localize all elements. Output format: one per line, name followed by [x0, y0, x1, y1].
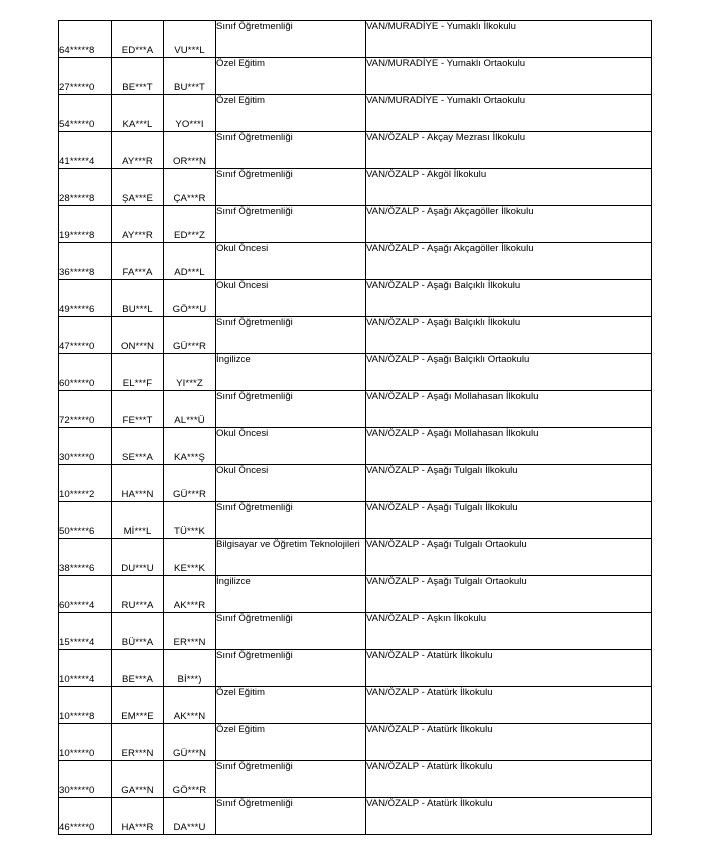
last-name-cell: Bİ***)	[164, 650, 216, 687]
first-name-cell: EL***F	[112, 354, 164, 391]
table-row	[59, 391, 652, 428]
table-row	[59, 354, 652, 391]
table-row	[59, 58, 652, 95]
table-row	[59, 613, 652, 650]
field-cell: Özel Eğitim	[216, 58, 366, 95]
last-name-cell: KA***Ş	[164, 428, 216, 465]
school-cell: VAN/ÖZALP - Aşağı Balçıklı İlkokulu	[366, 317, 652, 354]
table-row	[59, 243, 652, 280]
tc-number-cell: 64*****8	[59, 21, 112, 58]
first-name-cell: EM***E	[112, 687, 164, 724]
school-cell: VAN/ÖZALP - Aşağı Balçıklı Ortaokulu	[366, 354, 652, 391]
table-row	[59, 798, 652, 835]
last-name-cell: AD***L	[164, 243, 216, 280]
tc-number-cell: 49*****6	[59, 280, 112, 317]
table-row	[59, 576, 652, 613]
first-name-cell: ED***A	[112, 21, 164, 58]
table-row	[59, 206, 652, 243]
school-cell: VAN/ÖZALP - Aşağı Tulgalı Ortaokulu	[366, 576, 652, 613]
first-name-cell: ON***N	[112, 317, 164, 354]
field-cell: Okul Öncesi	[216, 280, 366, 317]
first-name-cell: ER***N	[112, 724, 164, 761]
tc-number-cell: 50*****6	[59, 502, 112, 539]
table-row	[59, 687, 652, 724]
table-row	[59, 761, 652, 798]
tc-number-cell: 60*****4	[59, 576, 112, 613]
last-name-cell: ER***N	[164, 613, 216, 650]
first-name-cell: BE***T	[112, 58, 164, 95]
field-cell: Sınıf Öğretmenliği	[216, 761, 366, 798]
table-row	[59, 724, 652, 761]
table-row	[59, 539, 652, 576]
first-name-cell: BÜ***A	[112, 613, 164, 650]
school-cell: VAN/ÖZALP - Atatürk İlkokulu	[366, 650, 652, 687]
tc-number-cell: 19*****8	[59, 206, 112, 243]
tc-number-cell: 28*****8	[59, 169, 112, 206]
table-row	[59, 317, 652, 354]
field-cell: Sınıf Öğretmenliği	[216, 21, 366, 58]
school-cell: VAN/ÖZALP - Aşağı Balçıklı İlkokulu	[366, 280, 652, 317]
last-name-cell: YI***Z	[164, 354, 216, 391]
field-cell: Sınıf Öğretmenliği	[216, 317, 366, 354]
last-name-cell: GÜ***R	[164, 465, 216, 502]
first-name-cell: Mİ***L	[112, 502, 164, 539]
first-name-cell: KA***L	[112, 95, 164, 132]
last-name-cell: GÖ***U	[164, 280, 216, 317]
tc-number-cell: 72*****0	[59, 391, 112, 428]
tc-number-cell: 10*****2	[59, 465, 112, 502]
school-cell: VAN/ÖZALP - Akçay Mezrası İlkokulu	[366, 132, 652, 169]
school-cell: VAN/ÖZALP - Atatürk İlkokulu	[366, 761, 652, 798]
table-row	[59, 428, 652, 465]
field-cell: Sınıf Öğretmenliği	[216, 613, 366, 650]
first-name-cell: FE***T	[112, 391, 164, 428]
tc-number-cell: 47*****0	[59, 317, 112, 354]
first-name-cell: SE***A	[112, 428, 164, 465]
field-cell: Sınıf Öğretmenliği	[216, 798, 366, 835]
tc-number-cell: 10*****4	[59, 650, 112, 687]
first-name-cell: HA***N	[112, 465, 164, 502]
field-cell: Sınıf Öğretmenliği	[216, 502, 366, 539]
first-name-cell: ŞA***E	[112, 169, 164, 206]
school-cell: VAN/ÖZALP - Aşağı Mollahasan İlkokulu	[366, 428, 652, 465]
field-cell: Sınıf Öğretmenliği	[216, 169, 366, 206]
school-cell: VAN/ÖZALP - Aşağı Mollahasan İlkokulu	[366, 391, 652, 428]
tc-number-cell: 30*****0	[59, 761, 112, 798]
first-name-cell: DU***U	[112, 539, 164, 576]
field-cell: Bilgisayar ve Öğretim Teknolojileri	[216, 539, 366, 576]
tc-number-cell: 54*****0	[59, 95, 112, 132]
school-cell: VAN/ÖZALP - Atatürk İlkokulu	[366, 798, 652, 835]
assignment-table-page	[58, 20, 651, 835]
school-cell: VAN/ÖZALP - Aşağı Tulgalı İlkokulu	[366, 465, 652, 502]
school-cell: VAN/MURADİYE - Yumaklı İlkokulu	[366, 21, 652, 58]
tc-number-cell: 46*****0	[59, 798, 112, 835]
table-row	[59, 502, 652, 539]
table-body	[59, 21, 652, 835]
last-name-cell: GÖ***R	[164, 761, 216, 798]
tc-number-cell: 41*****4	[59, 132, 112, 169]
school-cell: VAN/MURADİYE - Yumaklı Ortaokulu	[366, 95, 652, 132]
first-name-cell: BU***L	[112, 280, 164, 317]
last-name-cell: BU***T	[164, 58, 216, 95]
field-cell: Okul Öncesi	[216, 428, 366, 465]
field-cell: Özel Eğitim	[216, 687, 366, 724]
tc-number-cell: 60*****0	[59, 354, 112, 391]
tc-number-cell: 36*****8	[59, 243, 112, 280]
field-cell: İngilizce	[216, 354, 366, 391]
table-row	[59, 169, 652, 206]
last-name-cell: AK***N	[164, 687, 216, 724]
field-cell: Sınıf Öğretmenliği	[216, 132, 366, 169]
first-name-cell: BE***A	[112, 650, 164, 687]
first-name-cell: HA***R	[112, 798, 164, 835]
school-cell: VAN/ÖZALP - Aşkın İlkokulu	[366, 613, 652, 650]
last-name-cell: DA***U	[164, 798, 216, 835]
school-cell: VAN/ÖZALP - Atatürk İlkokulu	[366, 687, 652, 724]
tc-number-cell: 10*****8	[59, 687, 112, 724]
first-name-cell: AY***R	[112, 206, 164, 243]
first-name-cell: AY***R	[112, 132, 164, 169]
school-cell: VAN/ÖZALP - Atatürk İlkokulu	[366, 724, 652, 761]
tc-number-cell: 30*****0	[59, 428, 112, 465]
field-cell: Sınıf Öğretmenliği	[216, 391, 366, 428]
last-name-cell: AL***Ü	[164, 391, 216, 428]
last-name-cell: OR***N	[164, 132, 216, 169]
last-name-cell: AK***R	[164, 576, 216, 613]
tc-number-cell: 15*****4	[59, 613, 112, 650]
field-cell: Okul Öncesi	[216, 465, 366, 502]
school-cell: VAN/ÖZALP - Aşağı Tulgalı İlkokulu	[366, 502, 652, 539]
school-cell: VAN/MURADİYE - Yumaklı Ortaokulu	[366, 58, 652, 95]
school-cell: VAN/ÖZALP - Akgöl İlkokulu	[366, 169, 652, 206]
tc-number-cell: 27*****0	[59, 58, 112, 95]
tc-number-cell: 10*****0	[59, 724, 112, 761]
first-name-cell: FA***A	[112, 243, 164, 280]
last-name-cell: YO***I	[164, 95, 216, 132]
school-cell: VAN/ÖZALP - Aşağı Tulgalı Ortaokulu	[366, 539, 652, 576]
field-cell: Özel Eğitim	[216, 724, 366, 761]
table-row	[59, 21, 652, 58]
last-name-cell: GÜ***R	[164, 317, 216, 354]
last-name-cell: VU***L	[164, 21, 216, 58]
school-cell: VAN/ÖZALP - Aşağı Akçagöller İlkokulu	[366, 206, 652, 243]
table-row	[59, 650, 652, 687]
assignment-table	[58, 20, 652, 835]
field-cell: Okul Öncesi	[216, 243, 366, 280]
school-cell: VAN/ÖZALP - Aşağı Akçagöller İlkokulu	[366, 243, 652, 280]
tc-number-cell: 38*****6	[59, 539, 112, 576]
last-name-cell: GÜ***N	[164, 724, 216, 761]
first-name-cell: GA***N	[112, 761, 164, 798]
field-cell: İngilizce	[216, 576, 366, 613]
last-name-cell: KE***K	[164, 539, 216, 576]
field-cell: Sınıf Öğretmenliği	[216, 206, 366, 243]
table-row	[59, 95, 652, 132]
field-cell: Sınıf Öğretmenliği	[216, 650, 366, 687]
first-name-cell: RU***A	[112, 576, 164, 613]
table-row	[59, 280, 652, 317]
table-row	[59, 132, 652, 169]
last-name-cell: ÇA***R	[164, 169, 216, 206]
last-name-cell: TÜ***K	[164, 502, 216, 539]
table-row	[59, 465, 652, 502]
field-cell: Özel Eğitim	[216, 95, 366, 132]
last-name-cell: ED***Z	[164, 206, 216, 243]
